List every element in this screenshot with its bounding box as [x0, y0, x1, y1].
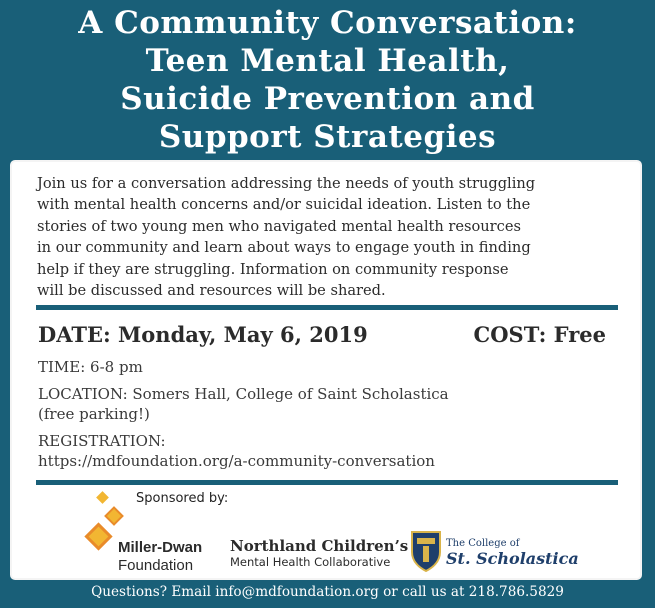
- event-cost: COST: Free: [473, 322, 606, 347]
- registration-label: REGISTRATION:: [38, 432, 166, 450]
- sponsored-by-label: Sponsored by:: [136, 491, 229, 506]
- registration-link[interactable]: https://mdfoundation.org/a-community-conversation: [38, 452, 435, 470]
- intro-line: will be discussed and resources will be shared.: [37, 282, 386, 300]
- location-line: LOCATION: Somers Hall, College of Saint Scholastica: [38, 385, 449, 403]
- scholastica-name: St. Scholastica: [446, 549, 579, 568]
- contact-footer: Questions? Email info@mdfoundation.org or call us at 218.786.5829: [91, 584, 564, 600]
- title-line: Support Strategies: [158, 119, 497, 155]
- intro-line: in our community and learn about ways to engage youth in finding: [37, 239, 531, 257]
- st-scholastica-logo: [410, 528, 579, 574]
- intro-line: help if they are struggling. Information on community response: [37, 260, 509, 278]
- northland-sub: Mental Health Collaborative: [230, 555, 391, 569]
- event-time: TIME: 6-8 pm: [38, 358, 143, 376]
- miller-dwan-sub: Foundation: [118, 557, 194, 574]
- title-line: A Community Conversation:: [78, 5, 577, 41]
- location-line: (free parking!): [38, 405, 150, 423]
- title-line: Teen Mental Health,: [145, 43, 510, 79]
- intro-line: Join us for a conversation addressing the needs of youth struggling: [37, 175, 536, 192]
- northland-name: Northland Children’s: [230, 537, 409, 555]
- miller-dwan-name: Miller-Dwan: [118, 539, 203, 556]
- intro-paragraph: [37, 173, 622, 301]
- event-title: [0, 4, 655, 156]
- crest-icon: [410, 530, 442, 572]
- title-line: Suicide Prevention and: [120, 81, 535, 117]
- scholastica-small-text: The College of: [446, 538, 520, 549]
- intro-line: with mental health concerns and/or suicidal ideation. Listen to the: [37, 196, 531, 214]
- divider: [36, 480, 618, 485]
- event-location: [38, 384, 449, 424]
- miller-dwan-logo: [84, 488, 214, 576]
- event-registration: [38, 431, 435, 471]
- info-card: [12, 162, 640, 578]
- intro-line: stories of two young men who navigated mental health resources: [37, 217, 521, 235]
- event-date: DATE: Monday, May 6, 2019: [38, 322, 368, 347]
- divider: [36, 305, 618, 310]
- northland-logo: [230, 537, 408, 569]
